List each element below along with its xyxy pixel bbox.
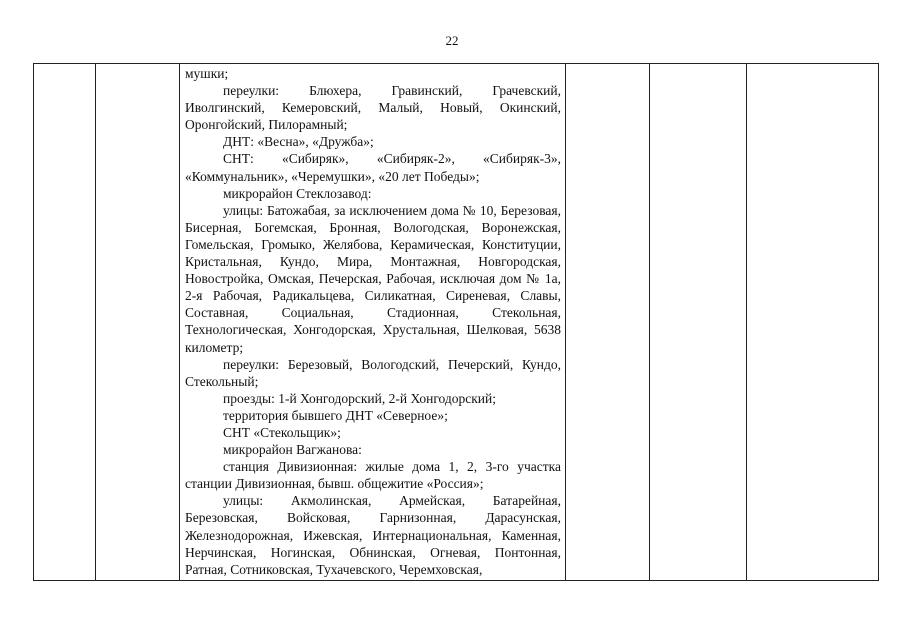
- district-paragraph: переулки: Блюхера, Гравинский, Грачевский, Иволгинский, Кемеровский, Малый, Новый, Окинский, Оронгойский, Пилорамный;: [185, 83, 561, 133]
- district-paragraph: СНТ «Стекольщик»;: [223, 424, 341, 440]
- column-divider: [179, 64, 180, 580]
- column-divider: [95, 64, 96, 580]
- district-streets-cell: [185, 65, 561, 578]
- district-paragraph: проезды: 1-й Хонгодорский, 2-й Хонгодорский;: [223, 390, 496, 406]
- district-paragraph: СНТ: «Сибиряк», «Сибиряк-2», «Сибиряк-3», «Коммунальник», «Черемушки», «20 лет Победы»;: [185, 151, 561, 184]
- district-paragraph: территория бывшего ДНТ «Северное»;: [223, 407, 448, 423]
- district-table: [33, 63, 879, 581]
- district-paragraph: улицы: Акмолинская, Армейская, Батарейная, Березовская, Войсковая, Гарнизонная, Дарасунская, Железнодорожная, Ижевская, Интернациональная, Каменная, Нерчинская, Ногинская, Обнинская, Огневая, Понтонная, Ратная, Сотниковская, Тухачевского, Черемховская,: [185, 493, 561, 577]
- column-divider: [649, 64, 650, 580]
- column-divider: [565, 64, 566, 580]
- column-divider: [746, 64, 747, 580]
- district-paragraph: станция Дивизионная: жилые дома 1, 2, 3-го участка станции Дивизионная, бывш. общежитие «Россия»;: [185, 459, 561, 492]
- district-paragraph: микрорайон Стеклозавод:: [223, 185, 372, 201]
- district-paragraph: мушки;: [185, 66, 229, 81]
- district-paragraph: переулки: Березовый, Вологодский, Печерский, Кундо, Стекольный;: [185, 356, 561, 389]
- district-paragraph: улицы: Батожабая, за исключением дома № 10, Березовая, Бисерная, Богемская, Бронная, Вологодская, Воронежская, Гомельская, Громыко, Желябова, Керамическая, Конституции, Кристальная, Кундо, Мира, Монтажная, Новгородская, Новостройка, Омская, Печерская, Рабочая, исключая дом № 1а, 2-я Рабочая, Радикальцева, Силикатная, Сиреневая, Славы, Составная, Социальная, Стадионная, Стекольная, Технологическая, Хонгодорская, Хрустальная, Шелковая, 5638 километр;: [185, 202, 561, 355]
- district-paragraph: микрорайон Вагжанова:: [223, 442, 362, 458]
- page-number: 22: [445, 33, 459, 48]
- district-paragraph: ДНТ: «Весна», «Дружба»;: [223, 134, 374, 150]
